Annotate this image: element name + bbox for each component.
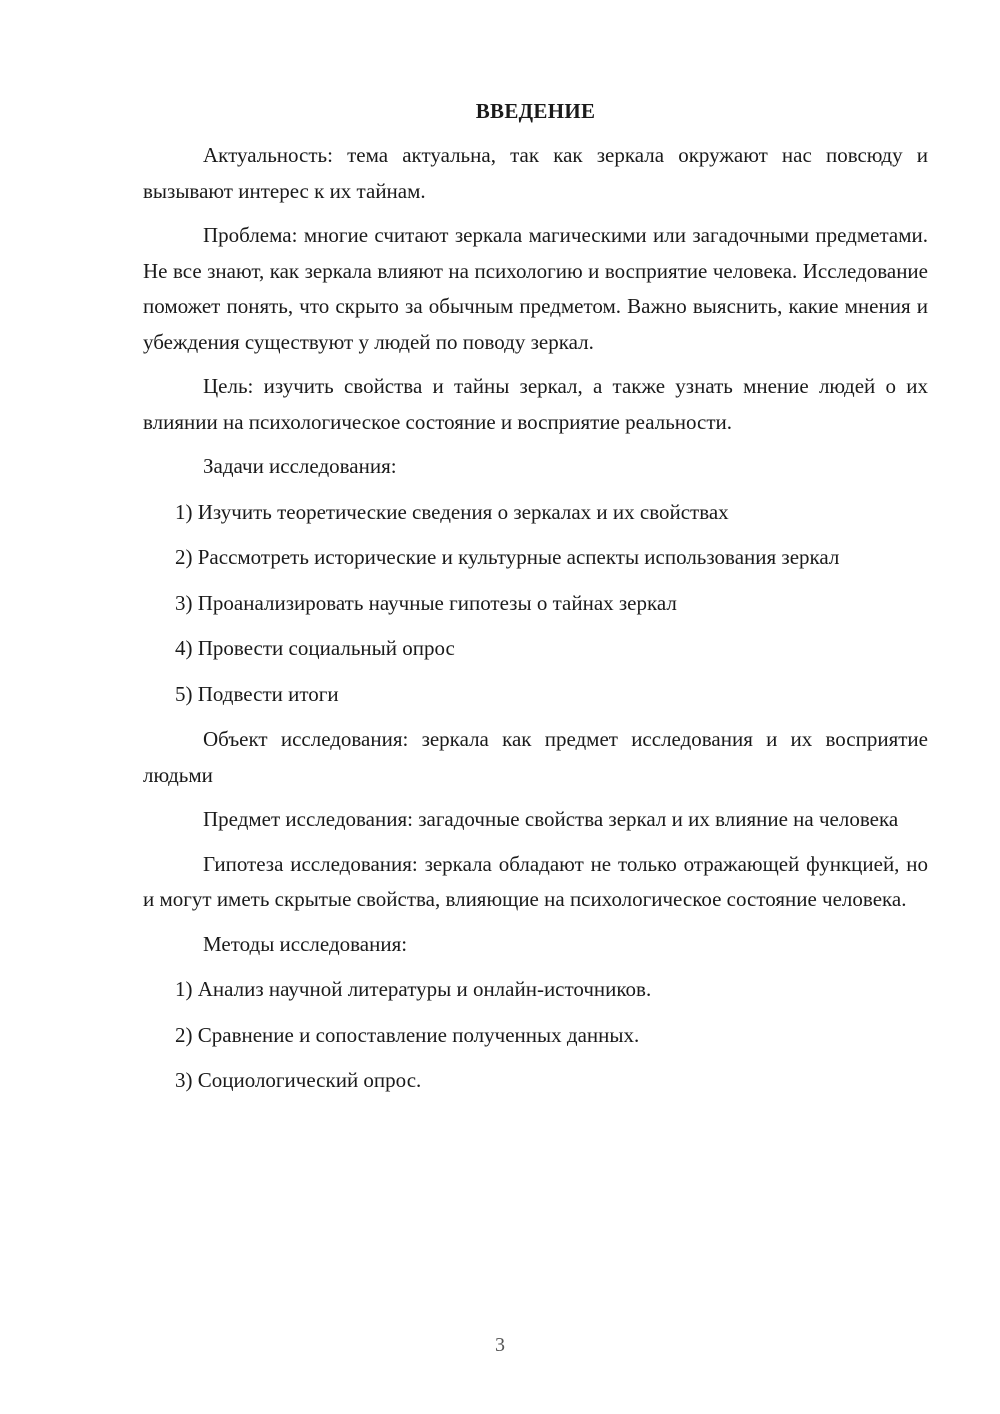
- task-item-4: 4) Провести социальный опрос: [175, 636, 455, 660]
- task-item-1: 1) Изучить теоретические сведения о зеркалах и их свойствах: [175, 499, 729, 524]
- paragraph-goal: Цель: изучить свойства и тайны зеркал, а также узнать мнение людей о их влиянии на психологическое состояние и восприятие реальности.: [143, 374, 928, 434]
- paragraph-problem: Проблема: многие считают зеркала магическими или загадочными предметами. Не все знают, как зеркала влияют на психологию и восприятие человека. Исследование поможет понять, что скрыто за обычным предметом. Важно выяснить, какие мнения и убеждения существуют у людей по поводу зеркал.: [143, 223, 928, 354]
- paragraph-subject: Предмет исследования: загадочные свойства зеркал и их влияние на человека: [203, 807, 899, 831]
- paragraph-object: Объект исследования: зеркала как предмет исследования и их восприятие людьми: [143, 727, 928, 787]
- paragraph-tasks-title: Задачи исследования:: [203, 454, 397, 478]
- method-item-1: 1) Анализ научной литературы и онлайн-источников.: [175, 977, 652, 1001]
- section-heading: ВВЕДЕНИЕ: [475, 99, 596, 123]
- task-item-3: 3) Проанализировать научные гипотезы о тайнах зеркал: [175, 590, 677, 615]
- page-number: 3: [495, 1334, 505, 1356]
- paragraph-hypothesis: Гипотеза исследования: зеркала обладают не только отражающей функцией, но и могут иметь скрытые свойства, влияющие на психологическое состояние человека.: [143, 851, 928, 911]
- method-item-3: 3) Социологический опрос.: [175, 1068, 422, 1092]
- method-item-2: 2) Сравнение и сопоставление полученных данных.: [175, 1022, 640, 1047]
- task-item-5: 5) Подвести итоги: [175, 681, 339, 706]
- paragraph-relevance: Актуальность: тема актуальна, так как зеркала окружают нас повсюду и вызывают интерес к их тайнам.: [143, 143, 928, 203]
- task-item-2: 2) Рассмотреть исторические и культурные аспекты использования зеркал: [175, 545, 840, 569]
- document-page: [143, 96, 928, 1109]
- paragraph-methods-title: Методы исследования:: [203, 931, 408, 956]
